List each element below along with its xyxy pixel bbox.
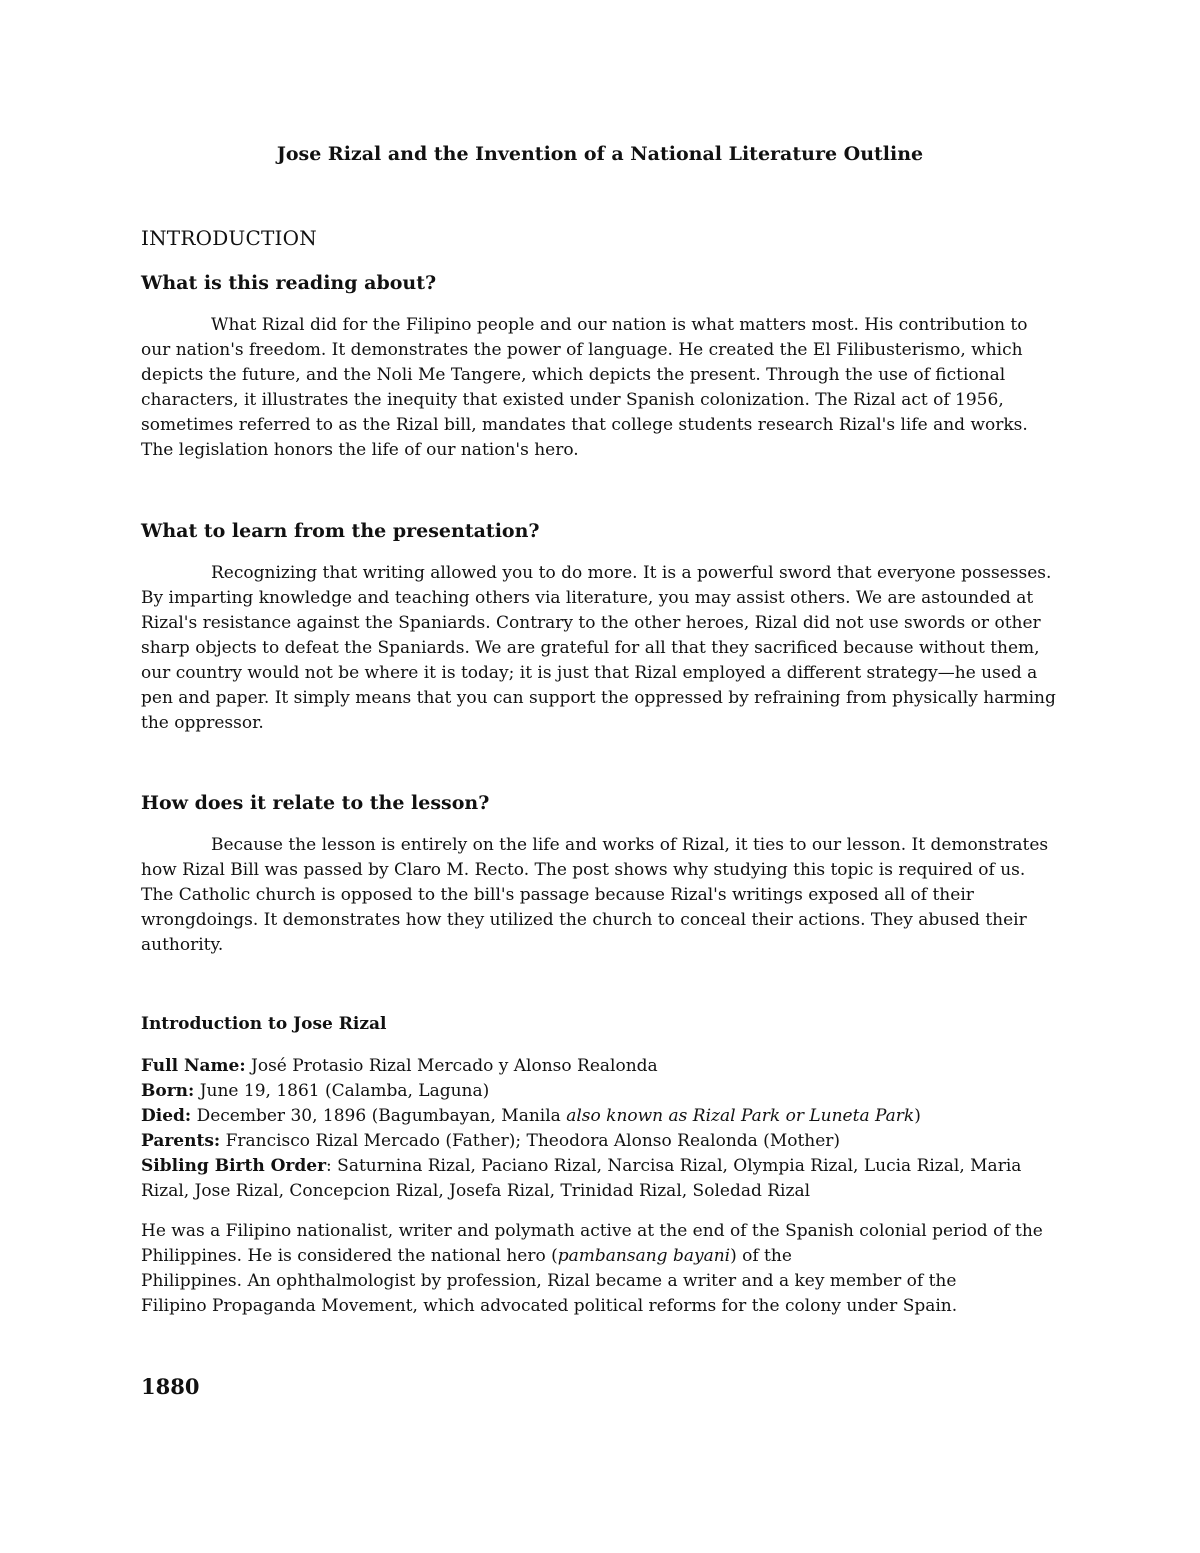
fact-parents-value: Francisco Rizal Mercado (Father); Theodora Alonso Realonda (Mother) — [225, 1131, 841, 1151]
profile-heading: Introduction to Jose Rizal — [141, 1014, 387, 1034]
paragraph-learn-from-presentation: Recognizing that writing allowed you to do more. It is a powerful sword that everyone possesses. By imparting knowledge and teaching others via literature, you may assist others. We are astounded at Rizal's resistance against the Spaniards. Contrary to the other heroes, Rizal did not use swords or other sharp objects to defeat the Spaniards. We are grateful for all that they sacrificed because without them, our country would not be where it is today; it is just that Rizal employed a different strategy—he used a pen and paper. It simply means that you can support the oppressed by refraining from physically harming the oppressor. — [141, 563, 1056, 733]
bio-line-4: Filipino Propaganda Movement, which advocated political reforms for the colony under Spain. — [141, 1296, 958, 1316]
section-label-introduction: INTRODUCTION — [141, 226, 317, 250]
fact-parents-label: Parents: — [141, 1131, 221, 1151]
bio-line-2 — [141, 1244, 1059, 1269]
question-relate-to-lesson: How does it relate to the lesson? — [141, 792, 490, 814]
bio-line-2-start: Philippines. He is considered the national hero ( — [141, 1246, 558, 1266]
fact-born-value: June 19, 1861 (Calamba, Laguna) — [199, 1081, 490, 1101]
profile-facts — [141, 1054, 1059, 1204]
fact-full-name — [141, 1054, 1059, 1079]
fact-born — [141, 1079, 1059, 1104]
bio-paragraph — [141, 1219, 1059, 1319]
document-title: Jose Rizal and the Invention of a National Literature Outline — [276, 143, 924, 165]
paragraph-relate-to-lesson: Because the lesson is entirely on the life and works of Rizal, it ties to our lesson. It demonstrates how Rizal Bill was passed by Claro M. Recto. The post shows why studying this topic is required of us. The Catholic church is opposed to the bill's passage because Rizal's writings exposed all of their wrongdoings. It demonstrates how they utilized the church to conceal their actions. They abused their authority. — [141, 835, 1049, 955]
fact-parents — [141, 1129, 1059, 1154]
question-learn-from-presentation: What to learn from the presentation? — [141, 520, 540, 542]
fact-full-name-label: Full Name: — [141, 1056, 246, 1076]
fact-siblings — [141, 1154, 1059, 1204]
fact-died — [141, 1104, 1059, 1129]
fact-siblings-value: : Saturnina Rizal, Paciano Rizal, Narcisa Rizal, Olympia Rizal, Lucia Rizal, Maria Rizal, Jose Rizal, Concepcion Rizal, Josefa Rizal, Trinidad Rizal, Soledad Rizal — [141, 1156, 1022, 1201]
fact-died-label: Died: — [141, 1106, 192, 1126]
paragraph-reading-about: What Rizal did for the Filipino people and our nation is what matters most. His contribution to our nation's freedom. It demonstrates the power of language. He created the El Filibusterismo, which depicts the future, and the Noli Me Tangere, which depicts the present. Through the use of fictional characters, it illustrates the inequity that existed under Spanish colonization. The Rizal act of 1956, sometimes referred to as the Rizal bill, mandates that college students research Rizal's life and works. The legislation honors the life of our nation's hero. — [141, 315, 1028, 460]
question-reading-about: What is this reading about? — [141, 272, 437, 294]
fact-full-name-value: José Protasio Rizal Mercado y Alonso Realonda — [251, 1056, 658, 1076]
bio-line-2-end: ) of the — [730, 1246, 792, 1266]
fact-died-aka: also known as Rizal Park or Luneta Park — [566, 1106, 915, 1126]
bio-line-3: Philippines. An ophthalmologist by profession, Rizal became a writer and a key member of the — [141, 1271, 957, 1291]
bio-line-2-italic: pambansang bayani — [557, 1246, 731, 1266]
bio-line-1: He was a Filipino nationalist, writer and polymath active at the end of the Spanish colonial period of the — [141, 1221, 1043, 1241]
year-heading: 1880 — [141, 1374, 200, 1399]
fact-born-label: Born: — [141, 1081, 195, 1101]
fact-died-close: ) — [914, 1106, 921, 1126]
fact-siblings-label: Sibling Birth Order — [141, 1156, 327, 1176]
fact-died-value: December 30, 1896 (Bagumbayan, Manila — [196, 1106, 561, 1126]
